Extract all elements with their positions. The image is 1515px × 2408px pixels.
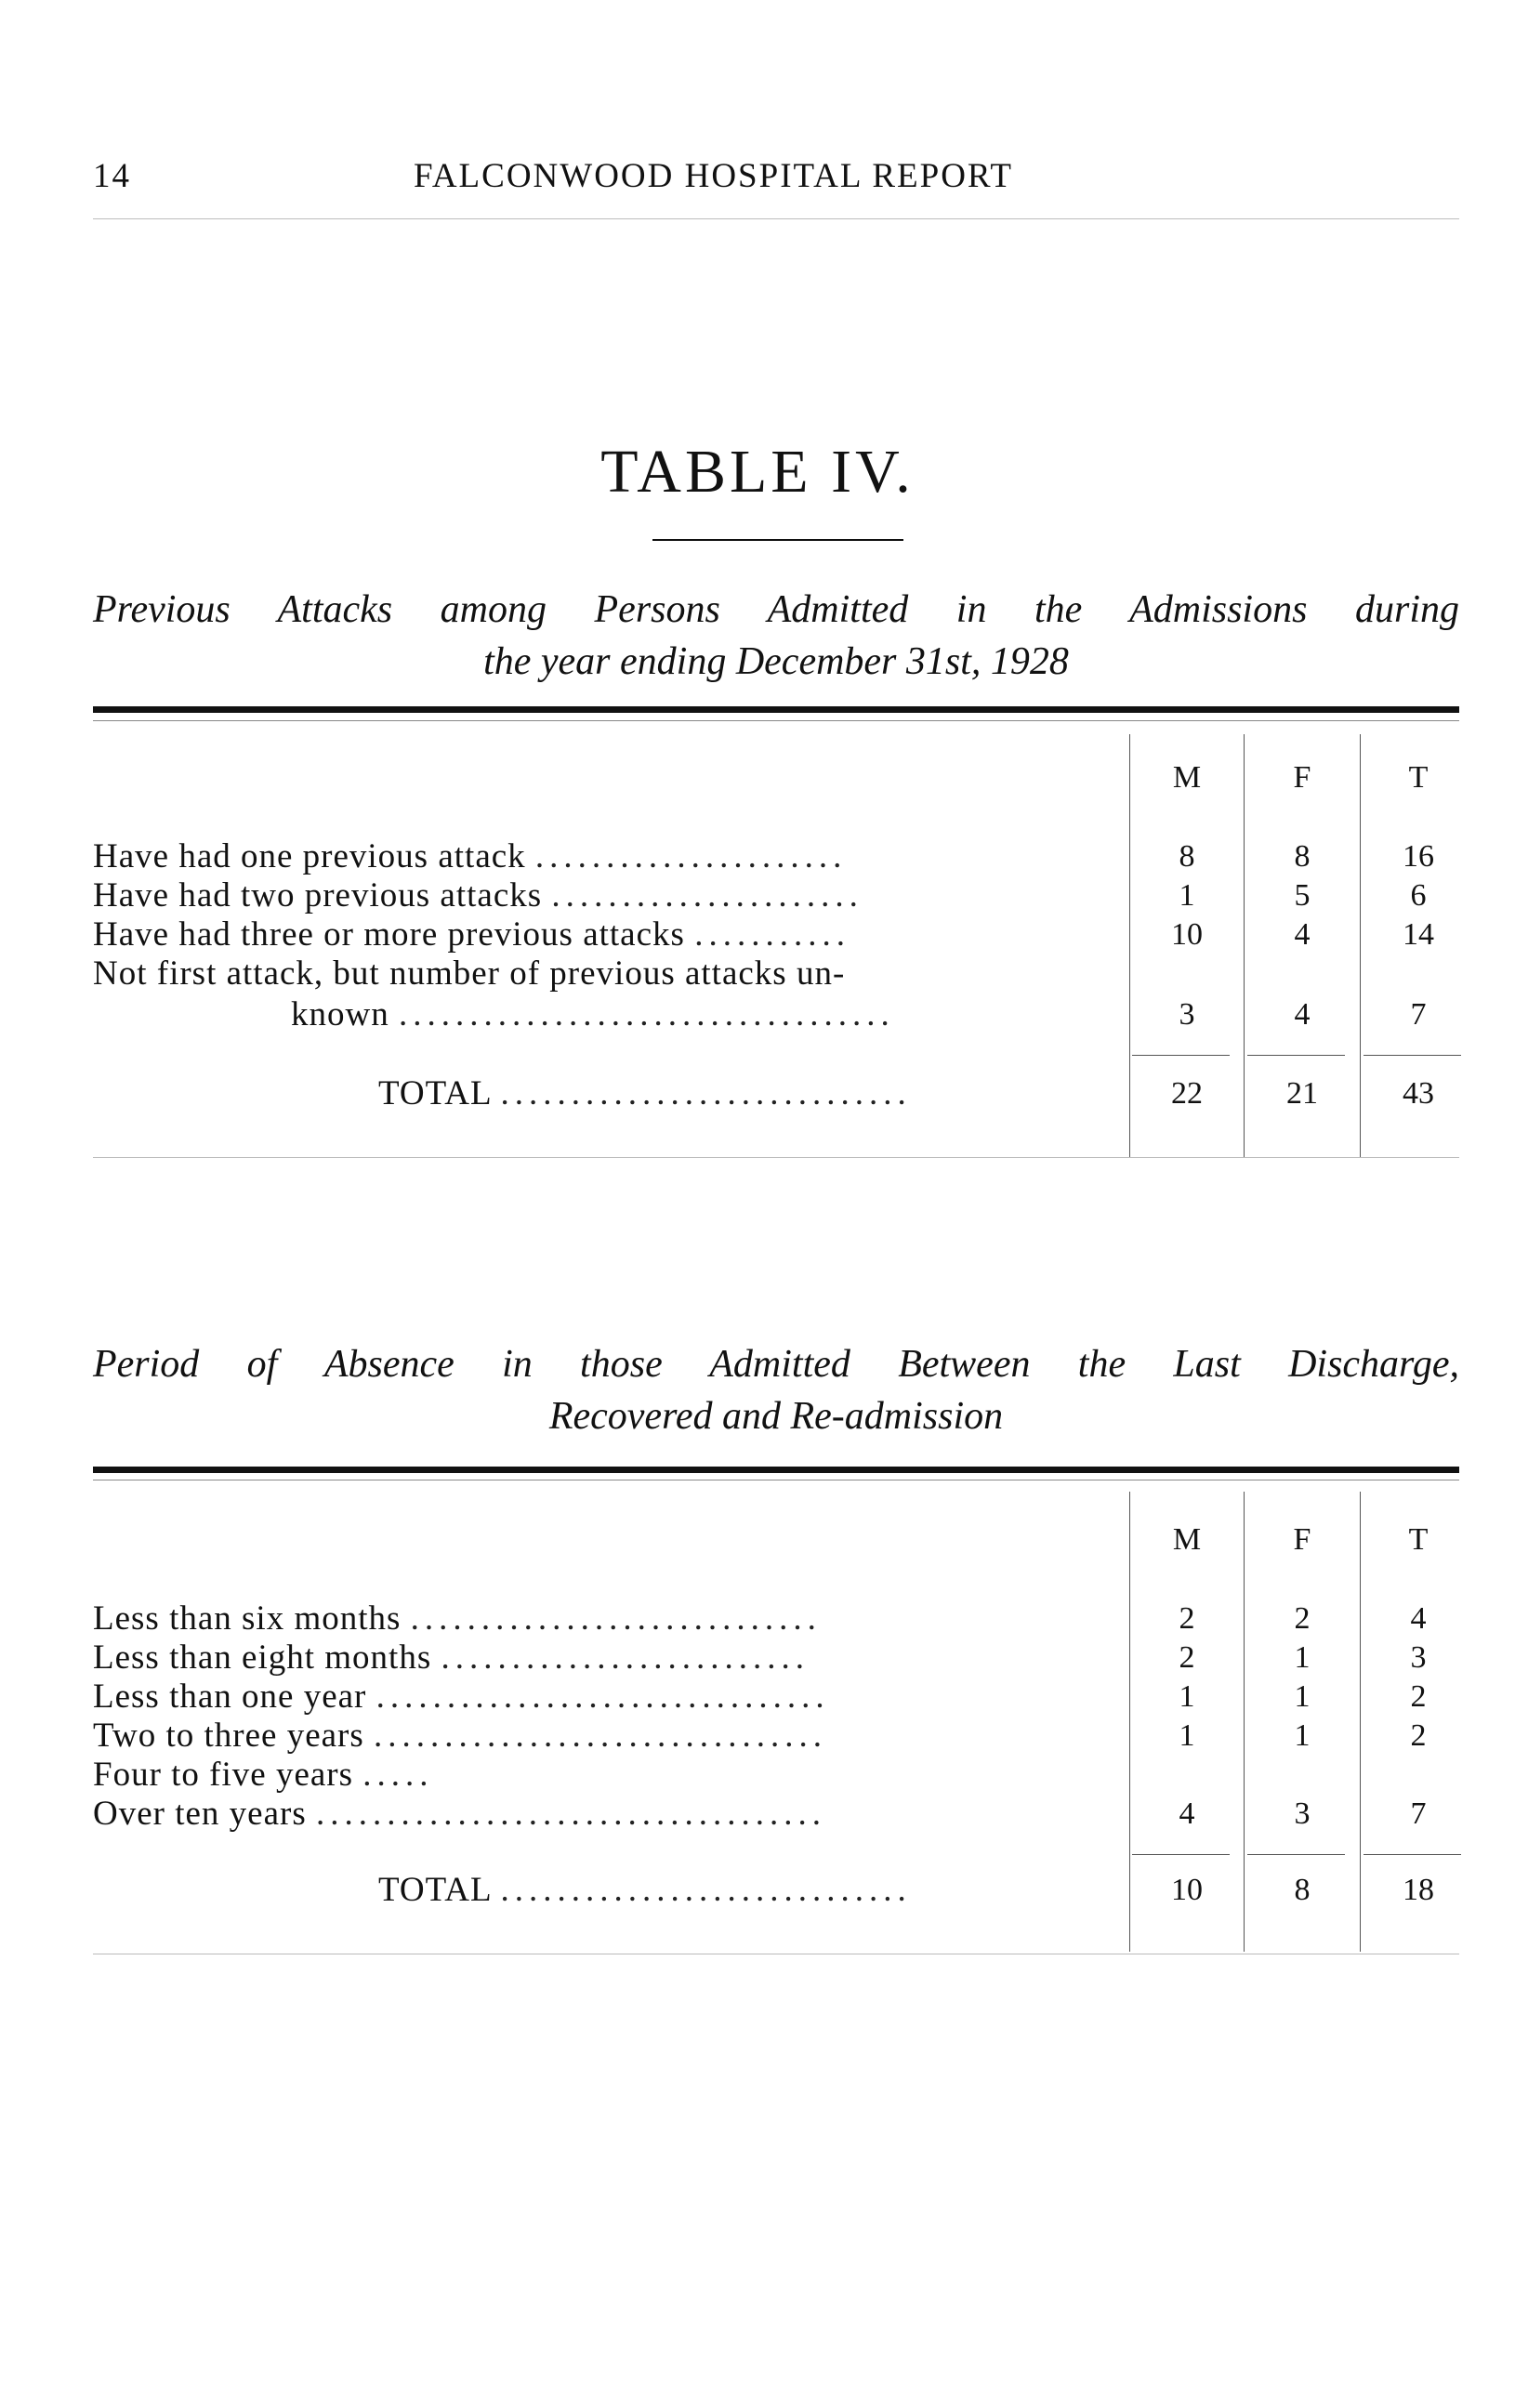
table-cell-t: 14 <box>1403 917 1434 952</box>
title-rule <box>652 539 903 541</box>
table-cell-m: 1 <box>1179 1718 1195 1753</box>
table1-divider-t <box>1360 734 1361 1157</box>
table1-col-t: T <box>1408 760 1429 795</box>
table2-divider-f <box>1244 1492 1245 1952</box>
table2-total-label: TOTAL ............................. <box>378 1871 912 1909</box>
table-cell-f: 8 <box>1294 839 1311 874</box>
table1-total-rule-f <box>1247 1055 1345 1056</box>
table2-total-rule-t <box>1364 1854 1461 1855</box>
table1-caption-line1: Previous Attacks among Persons Admitted in the Admissions during <box>93 588 1459 631</box>
table2-divider-t <box>1360 1492 1361 1952</box>
table-row-label: Have had three or more previous attacks ........... <box>93 915 850 954</box>
table2-divider-m <box>1129 1492 1130 1952</box>
table-row-label: Less than six months ............................. <box>93 1599 822 1638</box>
table2-total-rule-m <box>1132 1854 1230 1855</box>
table-row-label: Not first attack, but number of previous attacks un- <box>93 954 846 993</box>
table2-col-f: F <box>1293 1522 1311 1557</box>
table-cell-m: 8 <box>1179 839 1195 874</box>
table2-total-t: 18 <box>1403 1873 1434 1907</box>
table-row-label: Have had one previous attack ...................... <box>93 837 848 875</box>
table-cell-t: 4 <box>1410 1601 1427 1636</box>
page-header <box>93 156 1459 212</box>
table-cell-m: 3 <box>1179 997 1195 1032</box>
table-cell-f: 4 <box>1294 917 1311 952</box>
table-row-label: Have had two previous attacks ...................... <box>93 876 863 915</box>
table-row-label: Four to five years ..... <box>93 1756 434 1794</box>
table1-total-rule-m <box>1132 1055 1230 1056</box>
table-cell-m: 1 <box>1179 1679 1195 1714</box>
table1-caption-line2: the year ending December 31st, 1928 <box>483 640 1069 683</box>
table1-col-m: M <box>1172 760 1202 795</box>
table-title: TABLE IV. <box>600 438 915 506</box>
table2-col-m: M <box>1172 1522 1202 1557</box>
table-cell-m: 10 <box>1171 917 1203 952</box>
table2-total-f: 8 <box>1294 1873 1311 1907</box>
table-row-label: Less than eight months .......................... <box>93 1638 810 1677</box>
running-title: FALCONWOOD HOSPITAL REPORT <box>414 157 1013 195</box>
table-row-label: Over ten years .................................... <box>93 1795 826 1833</box>
table-cell-t: 6 <box>1410 878 1427 913</box>
table-cell-t: 2 <box>1410 1679 1427 1714</box>
table-cell-t: 2 <box>1410 1718 1427 1753</box>
table-cell-m: 2 <box>1179 1640 1195 1675</box>
header-rule <box>93 218 1459 219</box>
table2-col-t: T <box>1408 1522 1429 1557</box>
table1-total-rule-t <box>1364 1055 1461 1056</box>
table2-top-rule <box>93 1467 1459 1473</box>
table2-total-rule-f <box>1247 1854 1345 1855</box>
table-cell-t: 7 <box>1410 1796 1427 1831</box>
table-cell-t: 7 <box>1410 997 1427 1032</box>
table-cell-f: 1 <box>1294 1640 1311 1675</box>
page-number: 14 <box>93 157 131 195</box>
table-row-label: known ................................... <box>291 995 895 1033</box>
table-cell-m: 2 <box>1179 1601 1195 1636</box>
table1-total-label: TOTAL ............................. <box>378 1074 912 1112</box>
table1-top-thin-rule <box>93 720 1459 721</box>
table-cell-m: 1 <box>1179 878 1195 913</box>
table-row-label: Two to three years ................................ <box>93 1717 828 1755</box>
table2-caption <box>93 1338 1459 1442</box>
table-cell-f: 2 <box>1294 1601 1311 1636</box>
table1-divider-f <box>1244 734 1245 1157</box>
table1-total-f: 21 <box>1286 1076 1318 1111</box>
table1-caption <box>93 584 1459 688</box>
table2-total-m: 10 <box>1171 1873 1203 1907</box>
table-cell-t: 16 <box>1403 839 1434 874</box>
table1-bottom-rule <box>93 1157 1459 1158</box>
table2-caption-line2: Recovered and Re-admission <box>548 1395 1004 1438</box>
table-cell-f: 5 <box>1294 878 1311 913</box>
table-cell-f: 1 <box>1294 1718 1311 1753</box>
table1-top-rule <box>93 706 1459 713</box>
table-cell-f: 1 <box>1294 1679 1311 1714</box>
table1-total-t: 43 <box>1403 1076 1434 1111</box>
table-cell-f: 3 <box>1294 1796 1311 1831</box>
table1-col-f: F <box>1293 760 1311 795</box>
table1-divider-m <box>1129 734 1130 1157</box>
table1-total-m: 22 <box>1171 1076 1203 1111</box>
table-row-label: Less than one year ................................ <box>93 1678 830 1716</box>
table2-caption-line1: Period of Absence in those Admitted Between the Last Discharge, <box>93 1343 1459 1386</box>
table-cell-m: 4 <box>1179 1796 1195 1831</box>
table-cell-t: 3 <box>1410 1640 1427 1675</box>
table-cell-f: 4 <box>1294 997 1311 1032</box>
